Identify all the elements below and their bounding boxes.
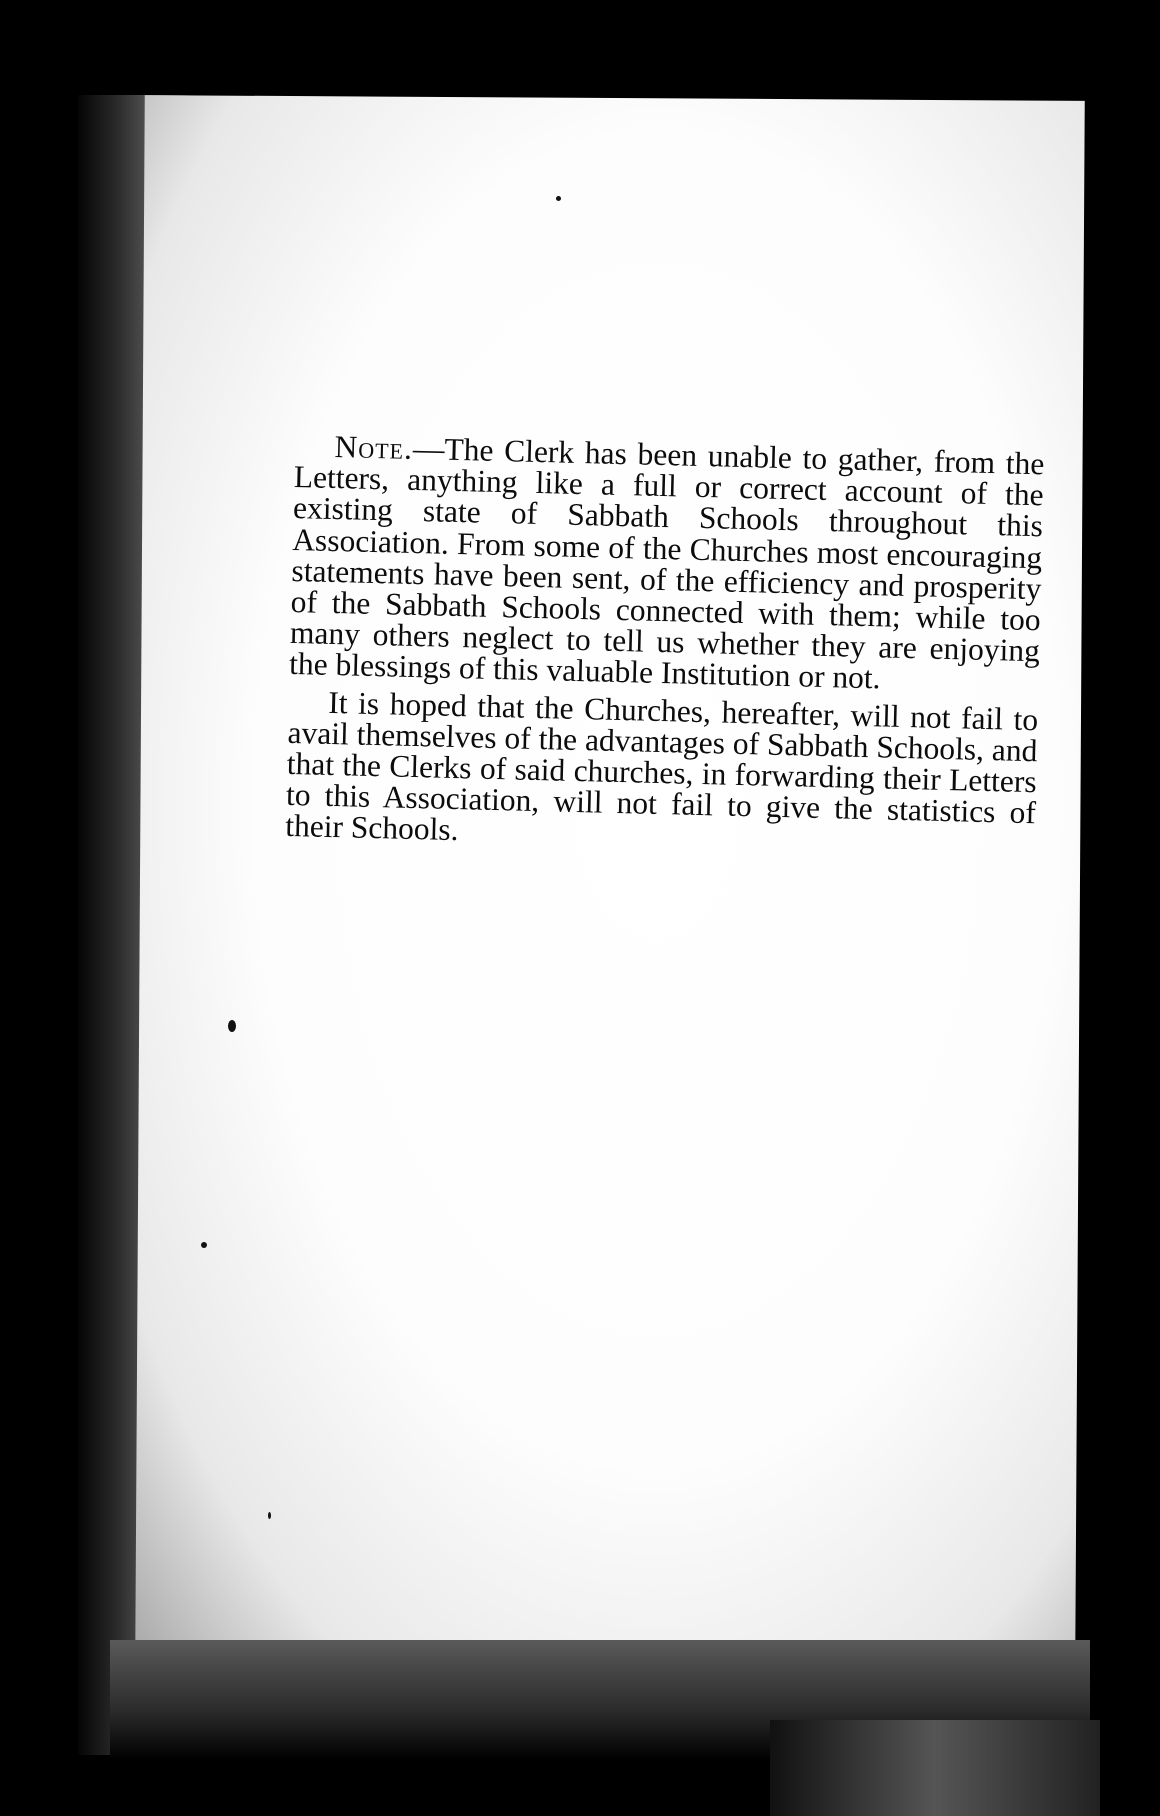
page-sheet [135,95,1085,1661]
note-paragraph-2: It is hoped that the Churches, hereafter, will not fail to avail themselves of the advantages of Sabbath Schools, and that the Clerks of said churches, in forwarding their Letters to this Association, will not fail to give the statistics of their Schools. [284,684,1039,848]
ink-speck [201,1242,207,1248]
ink-speck [228,1020,236,1032]
note-label: Note. [334,428,414,466]
lower-right-scrap [770,1720,1100,1816]
ink-speck [556,196,561,201]
ink-speck [268,1512,271,1519]
note-paragraph-1 [289,430,1045,698]
note-paragraph-1-text: —The Clerk has been unable to gather, from the Letters, anything like a full or correct account of the existing state of Sabbath Schools throughout this Association. From some of the Churches most encouraging statements have been sent, of the efficiency and prosperity of the Sabbath Schools connected with them; while too many others neglect to tell us whether they are enjoying the blessings of this valuable Institution or not. [288,430,1045,696]
note-text [285,430,1045,860]
